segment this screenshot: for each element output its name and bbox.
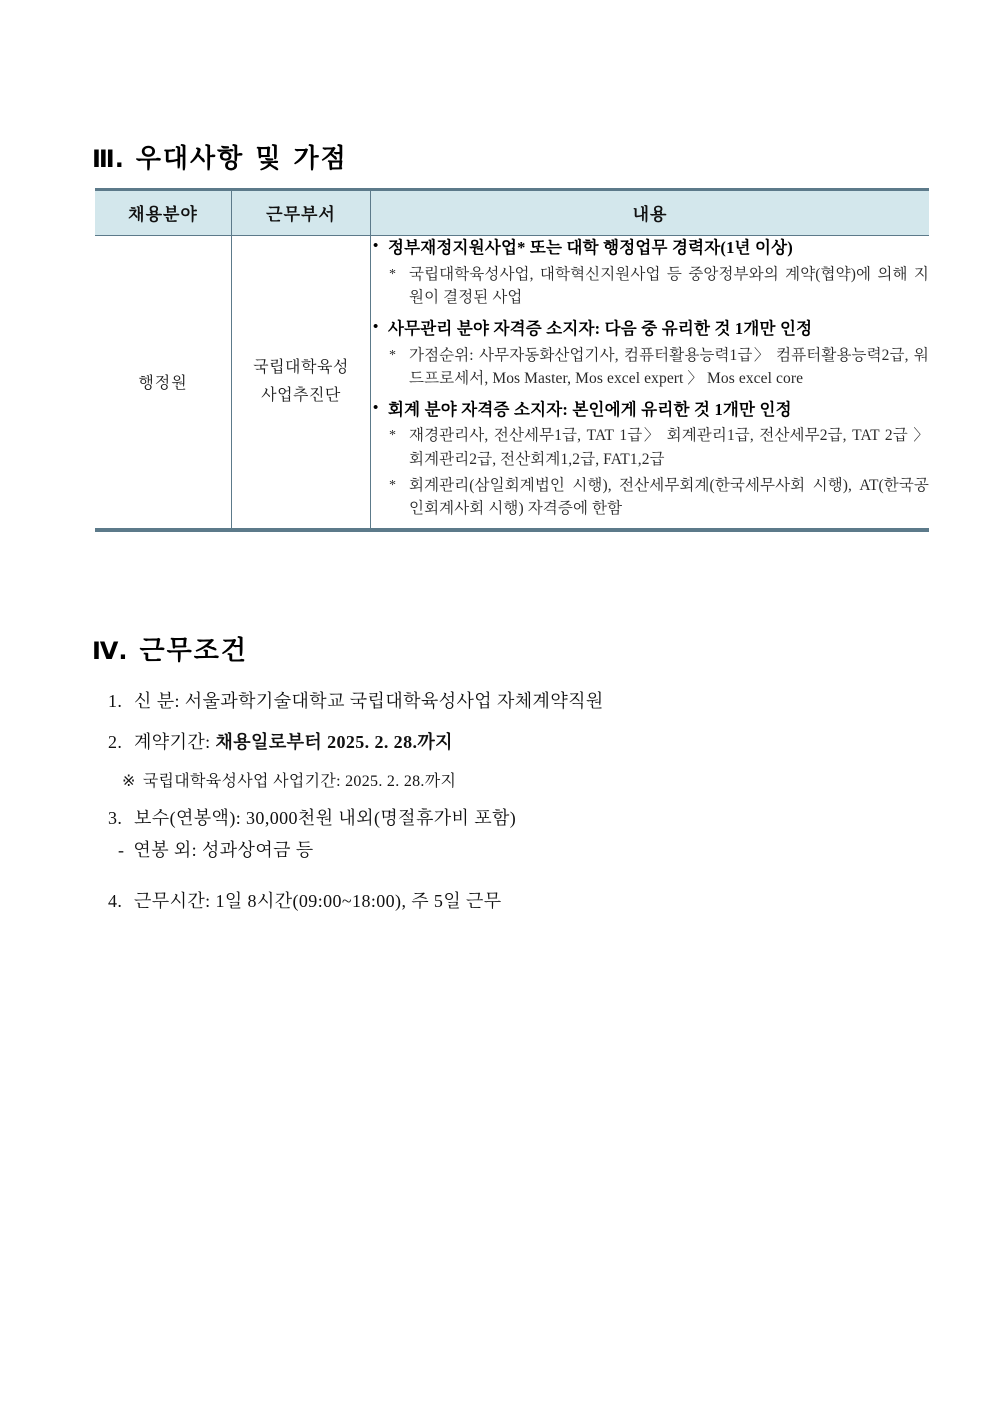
asterisk-icon: * bbox=[389, 347, 397, 363]
sub-note bbox=[371, 474, 929, 521]
benefits-table-wrapper bbox=[95, 188, 929, 532]
reference-mark-icon: ※ bbox=[122, 773, 136, 790]
sub-note-text: 회계관리(삼일회계법인 시행), 전산세무회계(한국세무사회 시행), AT(한국공인회계사회 시행) 자격증에 한함 bbox=[409, 476, 929, 518]
section-4-numeral: Ⅳ. bbox=[92, 637, 128, 665]
sub-note bbox=[371, 424, 929, 471]
sub-note-text: 재경관리사, 전산세무1급, TAT 1급〉 회계관리1급, 전산세무2급, TAT 2급 〉 회계관리2급, 전산회계1,2급, FAT1,2급 bbox=[409, 427, 929, 468]
sub-note-text: 가점순위: 사무자동화산업기사, 컴퓨터활용능력1급〉 컴퓨터활용능력2급, 워드프로세서, Mos Master, Mos excel expert 〉 Mos excel core bbox=[409, 346, 929, 388]
header-content: 내용 bbox=[371, 190, 930, 236]
condition-item-4 bbox=[108, 888, 908, 915]
condition-3-sub-text: 연봉 외: 성과상여금 등 bbox=[133, 840, 314, 860]
sub-note-text: 국립대학육성사업, 대학혁신지원사업 등 중앙정부와의 계약(협약)에 의해 지원이 결정된 사업 bbox=[409, 265, 929, 307]
condition-1-marker: 1. bbox=[108, 691, 123, 711]
sub-note-list bbox=[371, 344, 929, 391]
bullet-main-text bbox=[371, 236, 929, 261]
sub-note-list bbox=[371, 263, 929, 310]
header-department: 근무부서 bbox=[232, 190, 371, 236]
condition-1-text: 신 분: 서울과학기술대학교 국립대학육성사업 자체계약직원 bbox=[134, 691, 604, 711]
asterisk-icon: * bbox=[389, 428, 397, 444]
condition-item-3-sub bbox=[108, 836, 908, 862]
condition-4-text: 근무시간: 1일 8시간(09:00~18:00), 주 5일 근무 bbox=[134, 891, 502, 911]
section-4-title: 근무조건 bbox=[139, 636, 248, 666]
table-body bbox=[95, 236, 929, 530]
section-heading-4 bbox=[92, 630, 248, 667]
cell-recruit-field: 행정원 bbox=[95, 236, 232, 530]
bullet-dot-icon: • bbox=[373, 318, 379, 335]
asterisk-icon: * bbox=[389, 477, 397, 493]
condition-3-text: 보수(연봉액): 30,000천원 내외(명절휴가비 포함) bbox=[134, 808, 517, 828]
department-line-2: 사업추진단 bbox=[261, 386, 341, 404]
bullet-item bbox=[371, 236, 929, 310]
condition-item-3 bbox=[108, 805, 908, 832]
section-heading-3 bbox=[92, 138, 348, 175]
header-recruit-field: 채용분야 bbox=[95, 190, 232, 236]
sub-note bbox=[371, 344, 929, 391]
condition-item-2 bbox=[108, 729, 908, 756]
bullet-item bbox=[371, 398, 929, 521]
asterisk-icon: * bbox=[389, 266, 397, 282]
condition-3-marker: 3. bbox=[108, 808, 123, 828]
table-header-row bbox=[95, 190, 929, 236]
bullet-label: 사무관리 분야 자격증 소지자: 다음 중 유리한 것 1개만 인정 bbox=[388, 318, 813, 338]
bullet-dot-icon: • bbox=[373, 238, 379, 254]
bullet-main-text bbox=[371, 317, 929, 342]
department-line-1: 국립대학육성 bbox=[253, 358, 349, 376]
bullet-main-text bbox=[371, 398, 929, 423]
condition-note-text: 국립대학육성사업 사업기간: 2025. 2. 28.까지 bbox=[142, 773, 457, 790]
table-header bbox=[95, 190, 929, 236]
dash-icon: - bbox=[118, 840, 125, 860]
bullet-label: 회계 분야 자격증 소지자: 본인에게 유리한 것 1개만 인정 bbox=[388, 399, 792, 419]
cell-department bbox=[232, 236, 371, 530]
bullet-item bbox=[371, 317, 929, 391]
condition-2-label: 계약기간: bbox=[134, 732, 216, 752]
table-row bbox=[95, 236, 929, 530]
cell-content bbox=[371, 236, 930, 530]
section-3-title: 우대사항 및 가점 bbox=[135, 144, 348, 174]
condition-2-value: 채용일로부터 2025. 2. 28.까지 bbox=[215, 732, 453, 752]
sub-note bbox=[371, 263, 929, 310]
sub-note-list bbox=[371, 424, 929, 520]
condition-4-marker: 4. bbox=[108, 891, 123, 911]
condition-note bbox=[108, 768, 908, 791]
bullet-dot-icon: • bbox=[373, 399, 379, 416]
content-bullet-list bbox=[371, 236, 929, 521]
section-3-numeral: Ⅲ. bbox=[92, 145, 124, 173]
benefits-table bbox=[95, 188, 929, 532]
bullet-label: 정부재정지원사업* 또는 대학 행정업무 경력자(1년 이상) bbox=[388, 238, 793, 257]
condition-item-1 bbox=[108, 688, 908, 715]
working-conditions-list bbox=[108, 688, 908, 915]
condition-2-marker: 2. bbox=[108, 732, 123, 752]
